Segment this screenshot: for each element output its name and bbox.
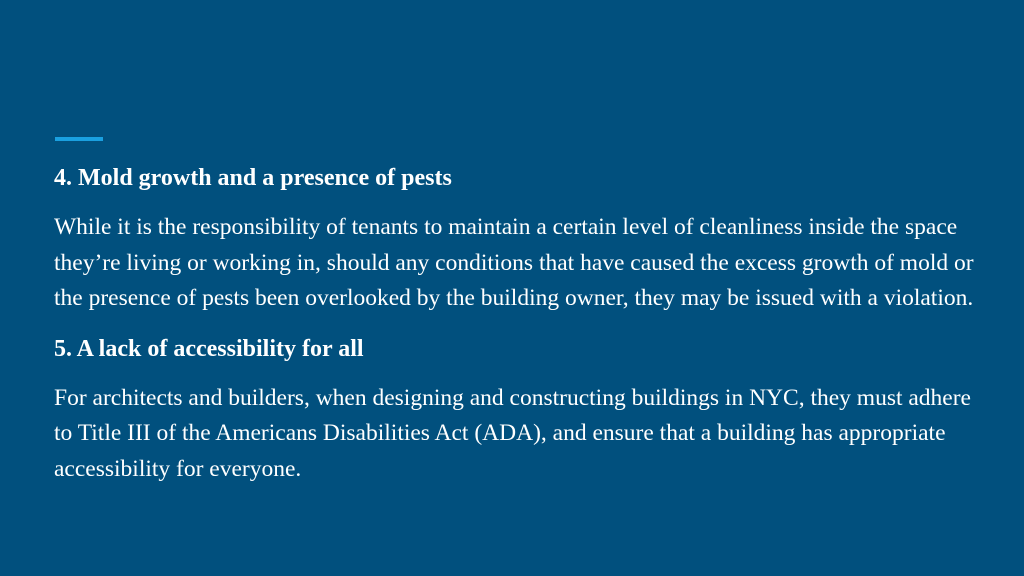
section-heading-accessibility: 5. A lack of accessibility for all [54, 335, 364, 362]
accent-bar [55, 137, 103, 141]
slide-content [54, 160, 994, 501]
section-body-mold: While it is the responsibility of tenants to maintain a certain level of cleanliness inside the space they’re living or working in, should any conditions that have caused the excess growth of mold or the presence of pests been overlooked by the building owner, they may be issued with a violation. [54, 214, 974, 311]
section-body-accessibility: For architects and builders, when designing and constructing buildings in NYC, they must adhere to Title III of the Americans Disabilities Act (ADA), and ensure that a building has appropriate accessibility for everyone. [54, 384, 971, 482]
section-heading-mold: 4. Mold growth and a presence of pests [54, 165, 452, 191]
